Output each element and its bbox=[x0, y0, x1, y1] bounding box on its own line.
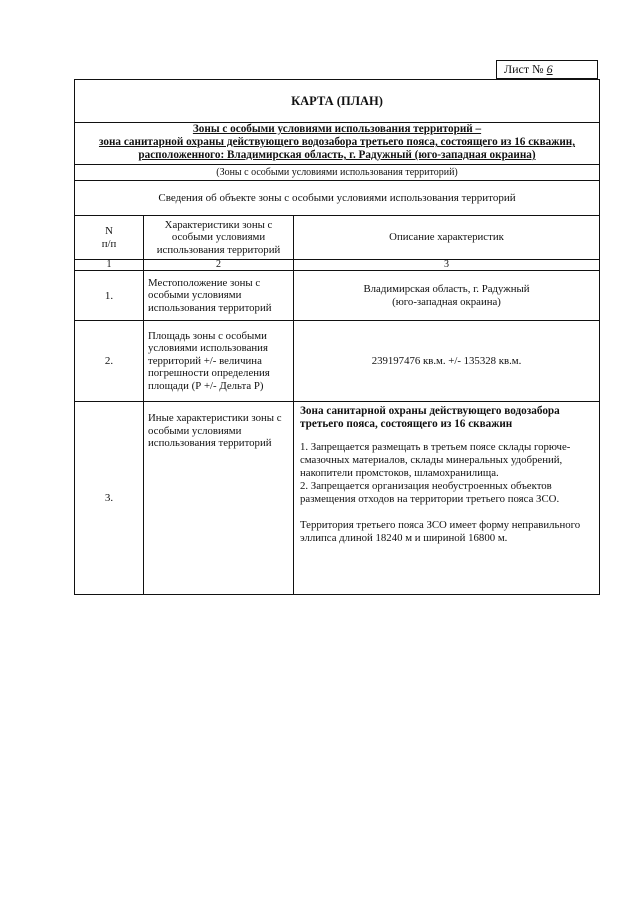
row-description bbox=[294, 402, 600, 595]
zone-line-3: расположенного: Владимирская область, г. Радужный (юго-западная окраина) bbox=[138, 149, 536, 161]
map-plan-table bbox=[74, 79, 600, 595]
column-header-characteristics: Характеристики зоны с особыми условиями использования территорий bbox=[144, 216, 294, 260]
document-title: КАРТА (ПЛАН) bbox=[75, 80, 600, 123]
table-row bbox=[75, 402, 600, 595]
column-header-num-line1: N bbox=[105, 225, 113, 237]
zone-line-2: зона санитарной охраны действующего водозабора третьего пояса, состоящего из 16 скважин, bbox=[98, 136, 576, 148]
column-number-row bbox=[75, 260, 600, 271]
row-description-line1: Владимирская область, г. Радужный bbox=[363, 282, 530, 295]
column-header-num-line2: п/п bbox=[101, 237, 117, 250]
sheet-number: 6 bbox=[546, 62, 553, 76]
row-characteristic: Площадь зоны с особыми условиями использования территорий +/- величина погрешности определения площади (Р +/- Дельта Р) bbox=[144, 321, 294, 402]
row-description-note: Территория третьего пояса ЗСО имеет форму неправильного эллипса длиной 18240 м и шириной 16800 м. bbox=[300, 519, 581, 544]
table-row bbox=[75, 271, 600, 321]
row-characteristic: Местоположение зоны с особыми условиями использования территорий bbox=[144, 271, 294, 321]
zone-description bbox=[75, 123, 600, 181]
column-header-description: Описание характеристик bbox=[294, 216, 600, 260]
row-number: 1. bbox=[75, 271, 144, 321]
zone-subtitle: (Зоны с особыми условиями использования территорий) bbox=[75, 164, 599, 180]
zone-line-1: Зоны с особыми условиями использования территорий – bbox=[192, 123, 482, 135]
info-header: Сведения об объекте зоны с особыми условиями использования территорий bbox=[75, 181, 600, 216]
column-header-row bbox=[75, 216, 600, 260]
row-description-line2: (юго-западная окраина) bbox=[392, 295, 501, 308]
row-characteristic: Иные характеристики зоны с особыми условиями использования территорий bbox=[144, 402, 294, 595]
column-number-1: 1 bbox=[75, 260, 144, 271]
row-description-title: Зона санитарной охраны действующего водозабора третьего пояса, состоящего из 16 скважин bbox=[300, 405, 560, 430]
row-description: 239197476 кв.м. +/- 135328 кв.м. bbox=[294, 321, 600, 402]
sheet-number-box bbox=[496, 60, 598, 79]
row-description-item-2: 2. Запрещается организация необустроенных объектов размещения отходов на территории третьего пояса ЗСО. bbox=[300, 480, 560, 505]
column-number-3: 3 bbox=[294, 260, 600, 271]
column-header-num bbox=[75, 216, 144, 260]
table-row bbox=[75, 321, 600, 402]
column-number-2: 2 bbox=[144, 260, 294, 271]
row-number: 3. bbox=[75, 402, 144, 595]
row-number: 2. bbox=[75, 321, 144, 402]
row-description bbox=[294, 271, 600, 321]
row-description-item-1: 1. Запрещается размещать в третьем поясе склады горюче-смазочных материалов, склады минеральных удобрений, накопители промстоков, шламохранилища. bbox=[300, 441, 571, 479]
sheet-label: Лист № bbox=[504, 62, 544, 76]
